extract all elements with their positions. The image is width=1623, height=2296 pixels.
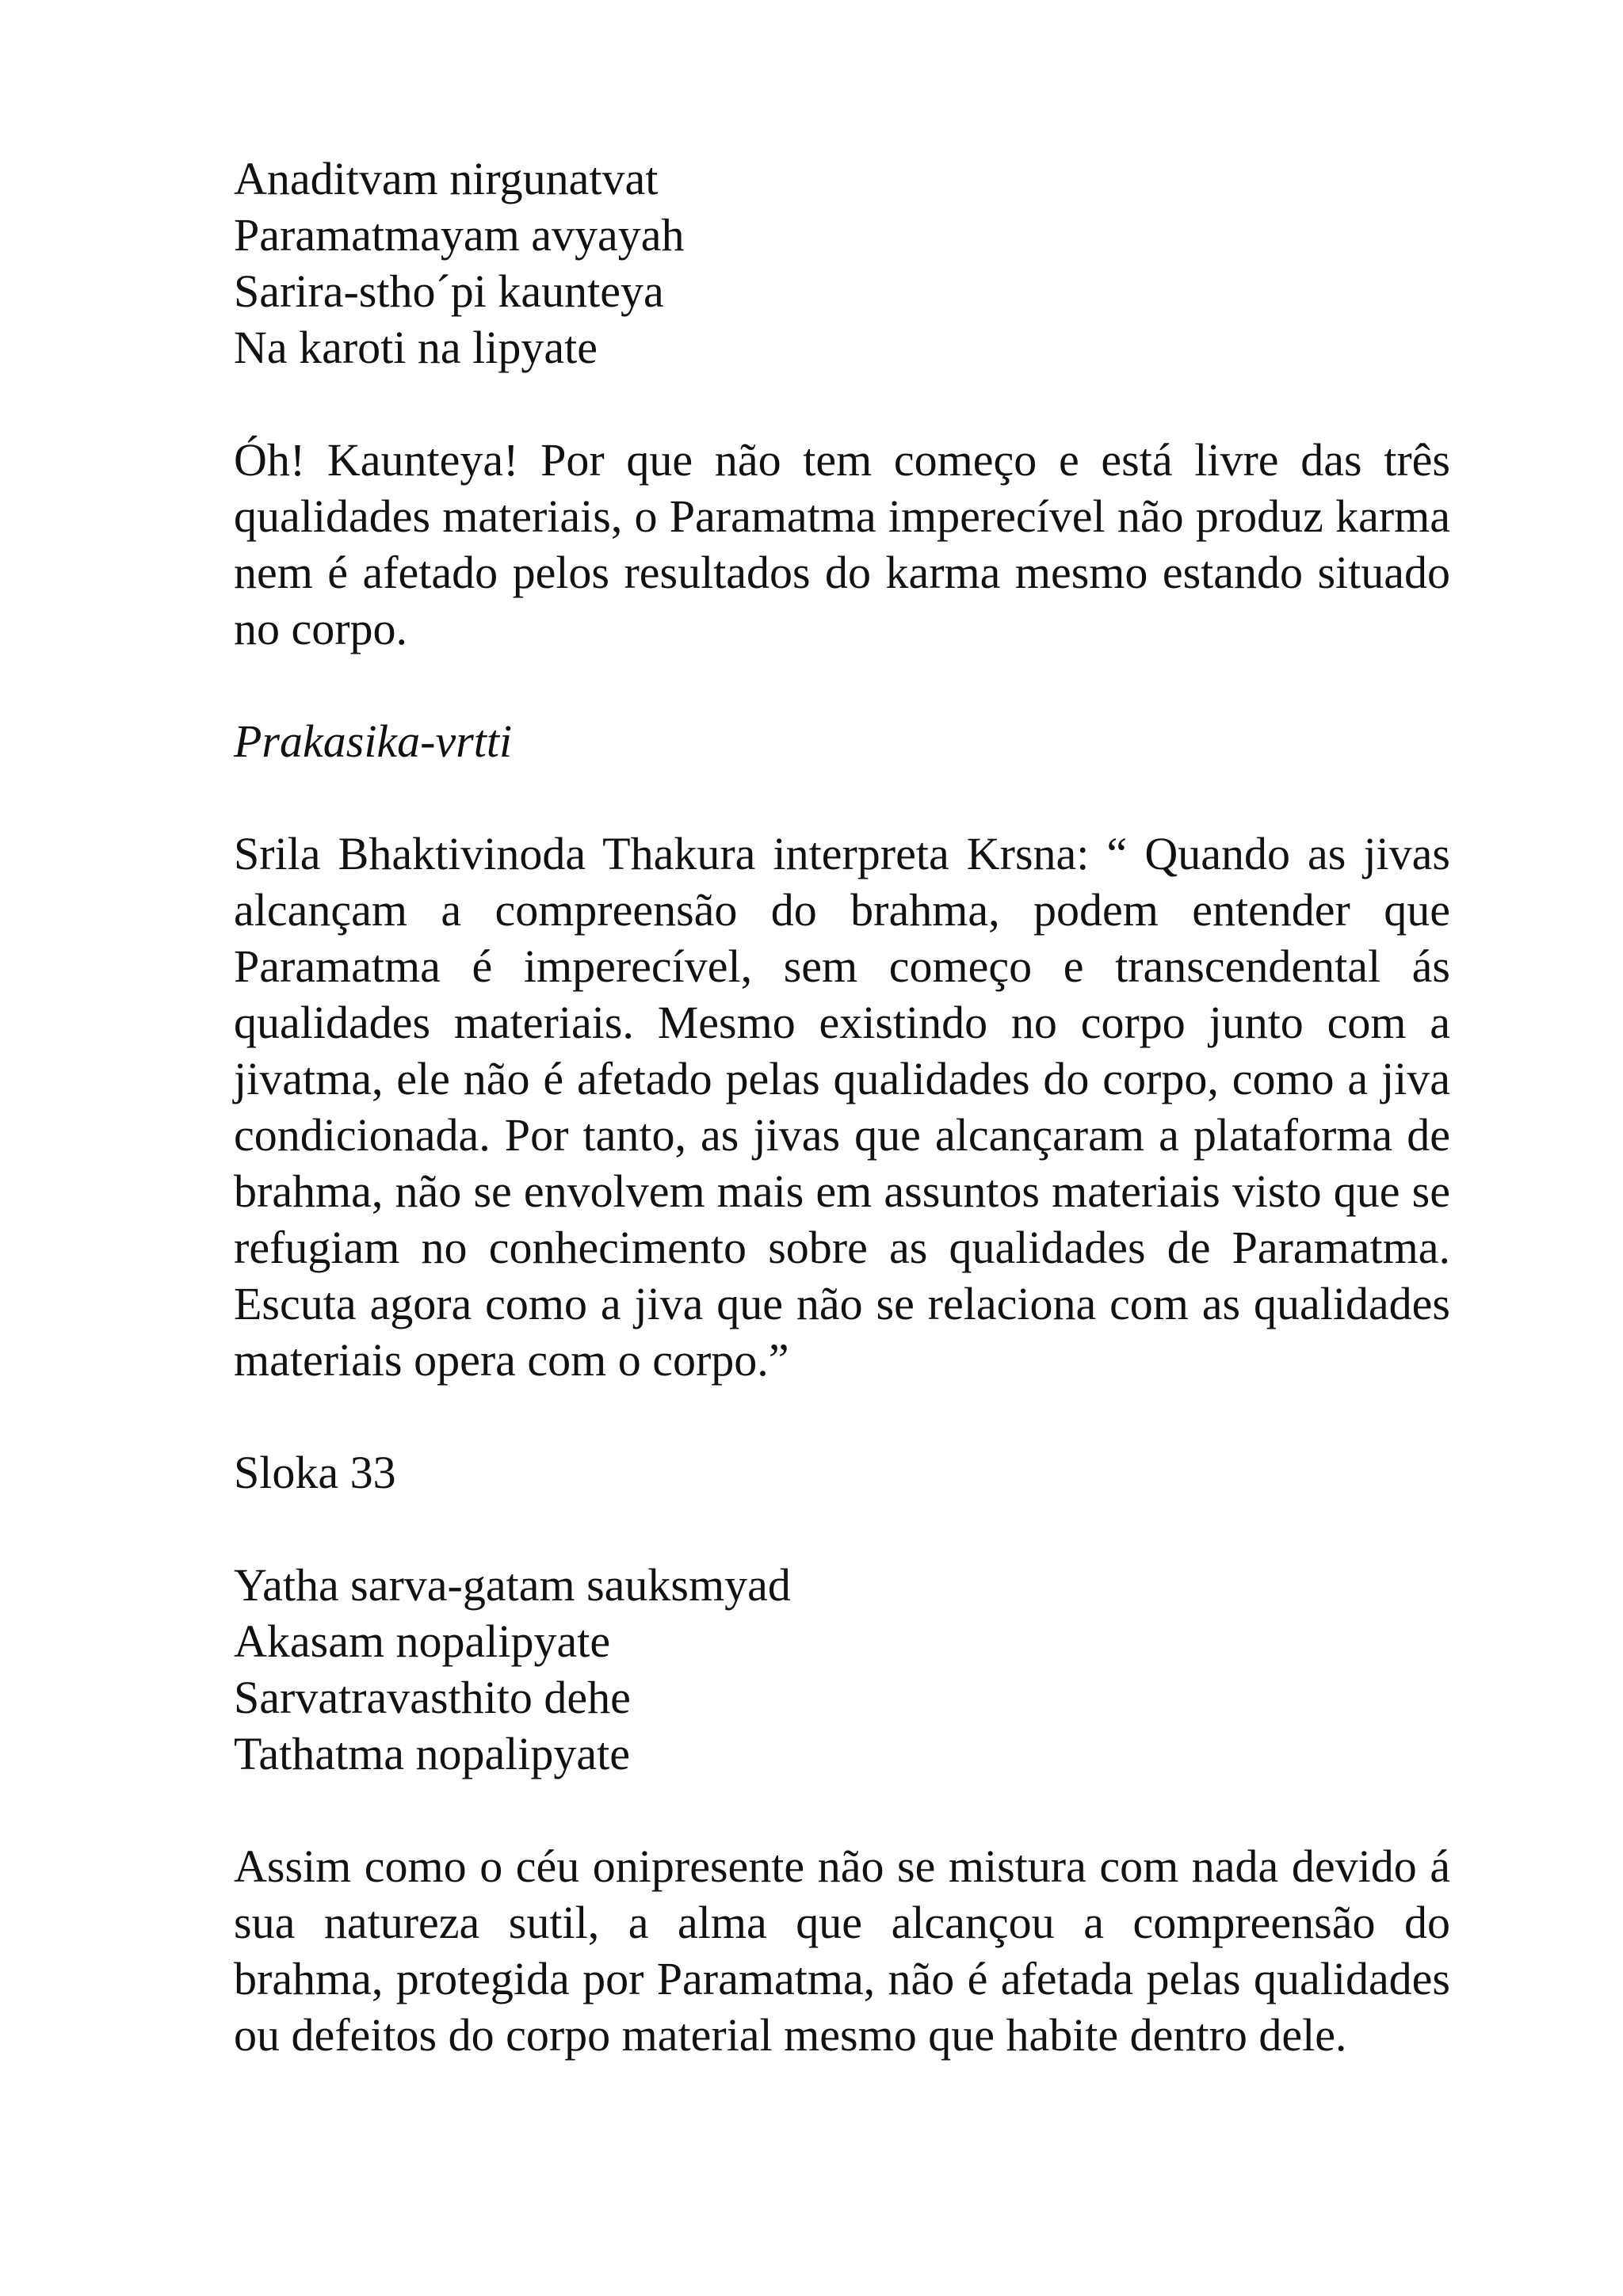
verse-line: Sarvatravasthito dehe	[234, 1672, 631, 1723]
spacer	[234, 1782, 1450, 1838]
spacer	[234, 1501, 1450, 1557]
verse-line: Paramatmayam avyayah	[234, 209, 685, 261]
spacer	[234, 1388, 1450, 1444]
translation-33: Assim como o céu onipresente não se mistura com nada devido á sua natureza sutil, a alma que alcançou a compreensão do brahma, protegida por Paramatma, não é afetada pelas qualidades ou defeitos do corpo material mesmo que habite dentro dele.	[234, 1840, 1450, 2061]
spacer	[234, 657, 1450, 713]
document-page	[234, 151, 1450, 2063]
verse-32	[234, 151, 1450, 376]
verse-line: Akasam nopalipyate	[234, 1615, 611, 1667]
verse-line: Anaditvam nirgunatvat	[234, 153, 659, 204]
spacer	[234, 769, 1450, 826]
verse-line: Sarira-stho´pi kaunteya	[234, 265, 664, 317]
verse-33	[234, 1557, 1450, 1782]
commentary-title: Prakasika-vrtti	[234, 715, 513, 767]
verse-line: Na karoti na lipyate	[234, 322, 598, 373]
translation-32: Óh! Kaunteya! Por que não tem começo e está livre das três qualidades materiais, o Paramatma imperecível não produz karma nem é afetado pelos resultados do karma mesmo estando situado no corpo.	[234, 434, 1450, 654]
sloka-heading: Sloka 33	[234, 1447, 396, 1498]
commentary-text: Srila Bhaktivinoda Thakura interpreta Krsna: “ Quando as jivas alcançam a compreensão do brahma, podem entender que Paramatma é imperecível, sem começo e transcendental ás qualidades materiais. Mesmo existindo no corpo junto com a jivatma, ele não é afetado pelas qualidades do corpo, como a jiva condicionada. Por tanto, as jivas que alcançaram a plataforma de brahma, não se envolvem mais em assuntos materiais visto que se refugiam no conhecimento sobre as qualidades de Paramatma. Escuta agora como a jiva que não se relaciona com as qualidades materiais opera com o corpo.”	[234, 828, 1450, 1386]
spacer	[234, 376, 1450, 432]
verse-line: Yatha sarva-gatam sauksmyad	[234, 1559, 791, 1611]
verse-line: Tathatma nopalipyate	[234, 1728, 631, 1779]
